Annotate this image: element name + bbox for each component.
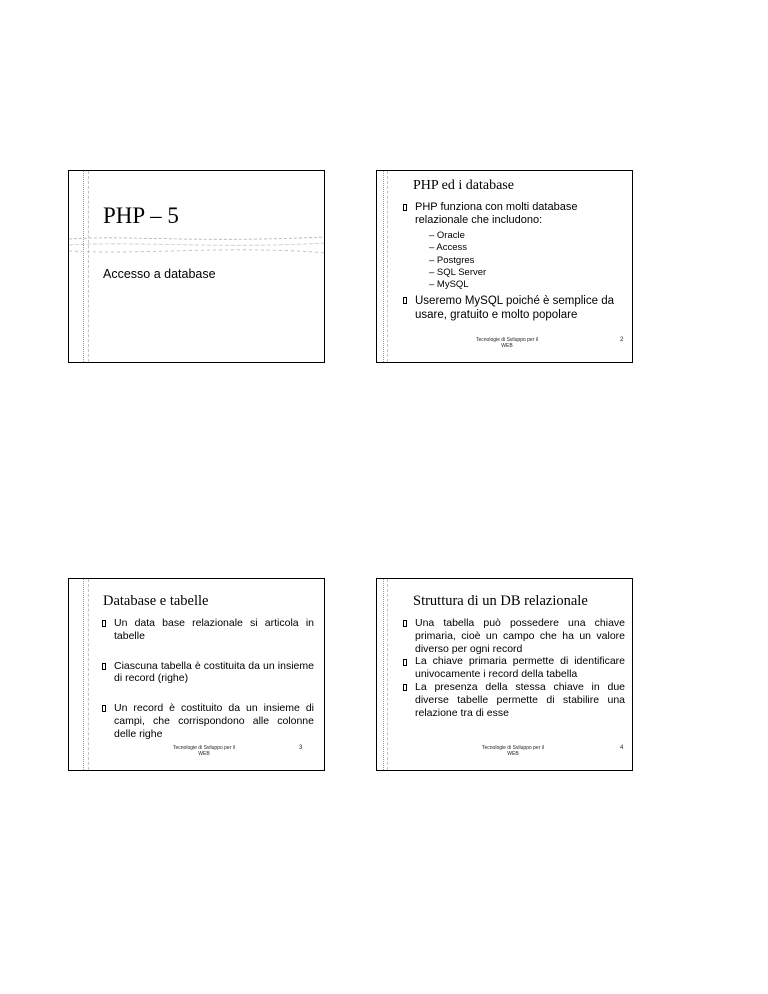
slide-1	[68, 170, 325, 363]
decorative-line	[387, 579, 388, 770]
sub-item: – Postgres	[429, 254, 475, 266]
sub-item: – Oracle	[429, 229, 465, 241]
bullet-icon	[403, 659, 407, 666]
decorative-line	[383, 579, 384, 770]
sub-item: – MySQL	[429, 279, 469, 291]
bullet-list	[102, 617, 314, 741]
decorative-line	[83, 579, 84, 770]
bullet-icon	[102, 705, 106, 712]
slide-4	[376, 578, 633, 771]
bullet-icon	[403, 297, 407, 304]
slide-title: PHP – 5	[103, 203, 179, 228]
bullet-item: Ciascuna tabella è costituita da un insieme di record (righe)	[102, 660, 314, 686]
bullet-icon	[403, 204, 407, 211]
decorative-wave	[69, 231, 325, 261]
page-number: 2	[620, 337, 624, 343]
decorative-line	[83, 171, 84, 362]
slide-footer: Tecnologie di Sviluppo per il WEB	[173, 745, 235, 758]
bullet-icon	[102, 620, 106, 627]
bullet-list	[403, 201, 625, 322]
bullet-item: Una tabella può possedere una chiave primaria, cioè un campo che ha un valore diverso per ogni record	[403, 617, 625, 655]
slide-subtitle: Accesso a database	[103, 267, 216, 281]
decorative-line	[88, 579, 89, 770]
bullet-item: PHP funziona con molti database relazionale che includono: – Oracle – Access – Postgres – SQL Server – MySQL	[403, 201, 625, 292]
bullet-icon	[102, 663, 106, 670]
bullet-item: Un record è costituito da un insieme di campi, che corrispondono alle colonne delle righe	[102, 702, 314, 740]
page-number: 3	[299, 745, 303, 751]
slide-footer: Tecnologie di Sviluppo per il WEB	[476, 337, 538, 350]
bullet-item: Un data base relazionale si articola in tabelle	[102, 617, 314, 643]
bullet-icon	[403, 684, 407, 691]
page-number: 4	[620, 745, 624, 751]
decorative-line	[387, 171, 388, 362]
decorative-line	[383, 171, 384, 362]
sub-list	[429, 230, 625, 292]
slide-3	[68, 578, 325, 771]
bullet-item: Useremo MySQL poiché è semplice da usare, gratuito e molto popolare	[403, 294, 625, 322]
slide-title: PHP ed i database	[413, 178, 514, 193]
bullet-item: La presenza della stessa chiave in due diverse tabelle permette di stabilire una relazione tra di esse	[403, 681, 625, 719]
slide-title: Database e tabelle	[103, 593, 209, 609]
sub-item: – SQL Server	[429, 266, 487, 278]
slide-title: Struttura di un DB relazionale	[413, 593, 588, 609]
slide-2	[376, 170, 633, 363]
bullet-item: La chiave primaria permette di identificare univocamente i record della tabella	[403, 655, 625, 681]
bullet-icon	[403, 620, 407, 627]
bullet-list	[403, 617, 625, 719]
slide-footer: Tecnologie di Sviluppo per il WEB	[482, 745, 544, 758]
sub-item: – Access	[429, 242, 468, 254]
decorative-line	[88, 171, 89, 362]
